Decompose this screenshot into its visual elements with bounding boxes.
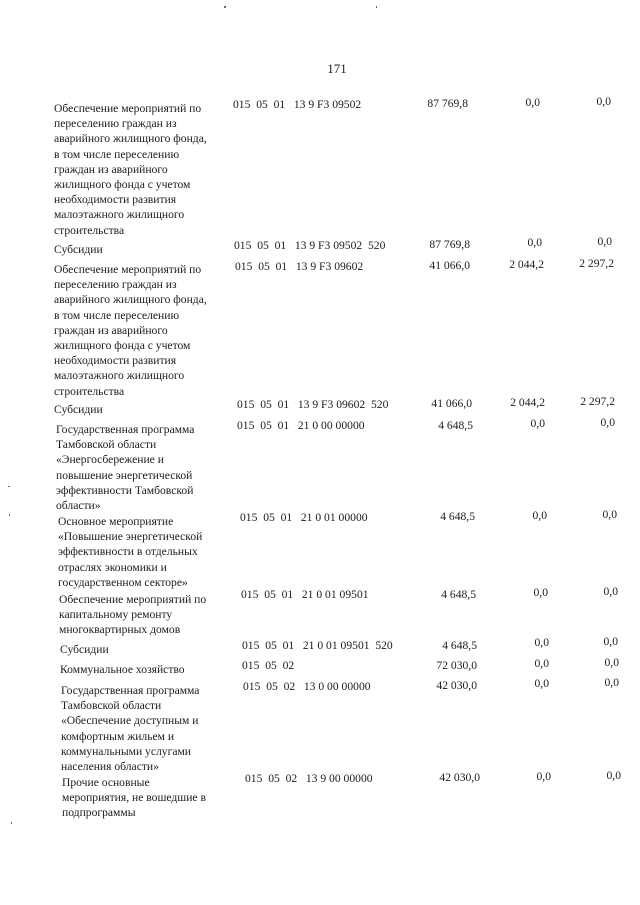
row-amount-3: 0,0 xyxy=(604,676,619,689)
row-amount-3: 0,0 xyxy=(603,635,618,648)
row-amount-1: 87 769,8 xyxy=(429,238,470,251)
row-amount-3: 2 297,2 xyxy=(580,395,615,408)
row-amount-3: 0,0 xyxy=(602,508,617,521)
row-classification-code: 015 05 02 xyxy=(242,659,295,672)
row-amount-3: 2 297,2 xyxy=(579,257,614,270)
row-amount-2: 0,0 xyxy=(534,657,549,670)
row-amount-2: 2 044,2 xyxy=(509,258,544,271)
row-description: Обеспечение мероприятий по капитальному ремонту многоквартирных домов xyxy=(59,593,207,637)
scan-speck xyxy=(9,514,10,516)
row-amount-3: 0,0 xyxy=(603,585,618,598)
row-description: Субсидии xyxy=(54,403,103,416)
row-amount-2: 0,0 xyxy=(530,417,545,430)
row-description: Основное мероприятие «Повышение энергетической эффективности в отдельных отраслях экономики и государственном секторе» xyxy=(58,515,203,589)
row-amount-2: 0,0 xyxy=(533,586,548,599)
row-amount-3: 0,0 xyxy=(600,416,615,429)
row-classification-code: 015 05 01 13 9 F3 09602 520 xyxy=(237,398,389,411)
row-description: Коммунальное хозяйство xyxy=(60,663,185,676)
row-description: Субсидии xyxy=(54,243,103,256)
row-amount-1: 42 030,0 xyxy=(436,679,477,692)
row-classification-code: 015 05 01 21 0 00 00000 xyxy=(237,419,365,432)
row-amount-2: 0,0 xyxy=(536,770,551,783)
row-amount-2: 0,0 xyxy=(534,636,549,649)
scan-speck xyxy=(11,822,12,824)
row-amount-1: 4 648,5 xyxy=(438,419,473,432)
row-description: Государственная программа Тамбовской области «Обеспечение доступным и комфортным жильем и коммунальными услугами населения области» xyxy=(61,684,200,774)
row-amount-3: 0,0 xyxy=(604,656,619,669)
row-classification-code: 015 05 01 21 0 01 09501 xyxy=(241,588,369,601)
scan-speck xyxy=(376,6,377,8)
row-amount-3: 0,0 xyxy=(606,769,621,782)
page-number: 171 xyxy=(327,61,347,76)
scan-speck xyxy=(224,6,226,8)
row-amount-1: 4 648,5 xyxy=(441,588,476,601)
row-classification-code: 015 05 01 21 0 01 00000 xyxy=(240,511,368,524)
row-amount-2: 0,0 xyxy=(525,96,540,109)
row-description: Обеспечение мероприятий по переселению граждан из аварийного жилищного фонда, в том числе переселению граждан из аварийного жилищного фонда с учетом необходимости развития малоэтажного жилищного строительства xyxy=(54,102,207,237)
row-amount-1: 4 648,5 xyxy=(442,639,477,652)
row-amount-3: 0,0 xyxy=(597,235,612,248)
row-classification-code: 015 05 02 13 9 00 00000 xyxy=(245,772,373,785)
row-amount-1: 42 030,0 xyxy=(439,771,480,784)
row-description: Обеспечение мероприятий по переселению граждан из аварийного жилищного фонда, в том числе переселению граждан из аварийного жилищного фонда с учетом необходимости развития малоэтажного жилищного строительства xyxy=(54,263,207,398)
row-amount-2: 2 044,2 xyxy=(510,396,545,409)
row-amount-2: 0,0 xyxy=(527,236,542,249)
row-amount-1: 72 030,0 xyxy=(436,659,477,672)
row-amount-1: 87 769,8 xyxy=(427,97,468,110)
row-amount-1: 4 648,5 xyxy=(440,510,475,523)
row-classification-code: 015 05 01 13 9 F3 09502 520 xyxy=(234,239,386,252)
row-amount-2: 0,0 xyxy=(532,509,547,522)
row-amount-1: 41 066,0 xyxy=(429,259,470,272)
scan-speck xyxy=(8,486,10,487)
row-description: Субсидии xyxy=(60,643,109,656)
row-amount-2: 0,0 xyxy=(534,677,549,690)
row-description: Государственная программа Тамбовской области «Энергосбережение и повышение энергетической эффективности Тамбовской области» xyxy=(56,423,195,513)
row-classification-code: 015 05 01 13 9 F3 09502 xyxy=(233,98,362,111)
row-classification-code: 015 05 01 13 9 F3 09602 xyxy=(235,260,364,273)
row-classification-code: 015 05 02 13 0 00 00000 xyxy=(243,680,371,693)
row-description: Прочие основные мероприятия, не вошедшие в подпрограммы xyxy=(62,776,206,820)
row-classification-code: 015 05 01 21 0 01 09501 520 xyxy=(242,639,393,652)
row-amount-3: 0,0 xyxy=(596,95,611,108)
row-amount-1: 41 066,0 xyxy=(431,397,472,410)
